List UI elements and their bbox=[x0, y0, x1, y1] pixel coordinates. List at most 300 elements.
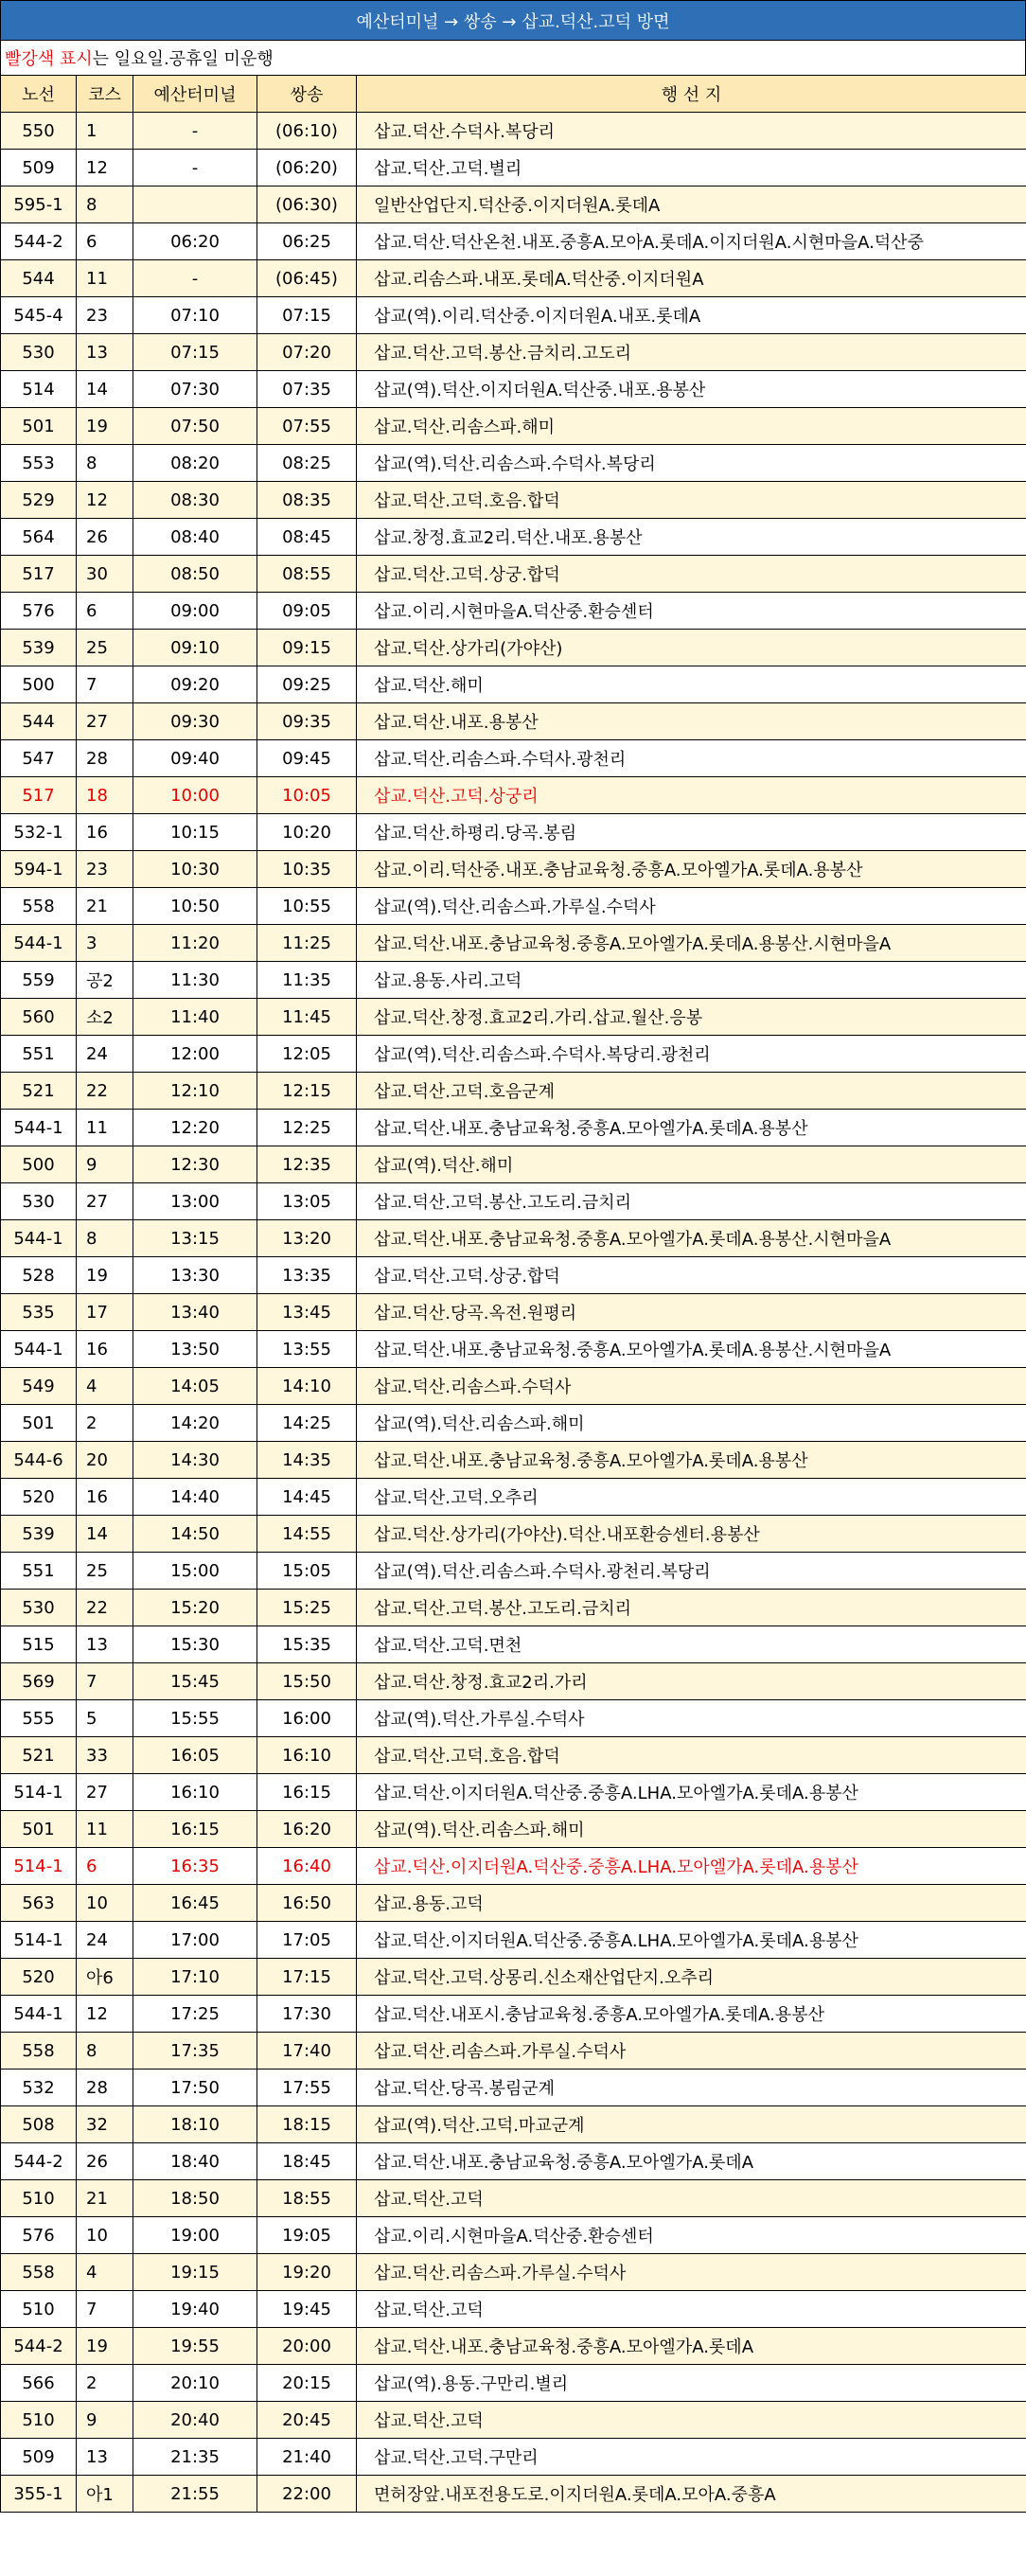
terminal-time-cell: 09:30 bbox=[133, 703, 257, 740]
table-row bbox=[1, 1737, 1026, 1774]
table-row bbox=[1, 1479, 1026, 1516]
course-cell: 9 bbox=[77, 1146, 133, 1183]
terminal-time-cell: 13:30 bbox=[133, 1257, 257, 1294]
course-cell: 19 bbox=[77, 2328, 133, 2365]
terminal-time-cell: 14:20 bbox=[133, 1405, 257, 1442]
course-cell: 27 bbox=[77, 703, 133, 740]
ssangsong-time-cell: 15:50 bbox=[257, 1663, 357, 1700]
route-cell: 501 bbox=[1, 408, 77, 445]
terminal-time-cell: 16:10 bbox=[133, 1774, 257, 1811]
destination-cell: 삽교.덕산.리솜스파.수덕사.광천리 bbox=[357, 740, 1026, 777]
route-cell: 514 bbox=[1, 371, 77, 408]
table-row bbox=[1, 1516, 1026, 1553]
ssangsong-time-cell: 13:20 bbox=[257, 1220, 357, 1257]
table-row bbox=[1, 482, 1026, 519]
terminal-time-cell: 06:20 bbox=[133, 223, 257, 260]
destination-cell: 삽교.이리.덕산중.내포.충남교육청.중흥A.모아엘가A.롯데A.용봉산 bbox=[357, 851, 1026, 888]
route-cell: 501 bbox=[1, 1405, 77, 1442]
table-row bbox=[1, 2476, 1026, 2513]
terminal-time-cell: 15:30 bbox=[133, 1626, 257, 1663]
table-row bbox=[1, 1811, 1026, 1848]
destination-cell: 삽교(역).덕산.리솜스파.수덕사.복당리.광천리 bbox=[357, 1036, 1026, 1073]
destination-cell: 삽교.덕산.해미 bbox=[357, 666, 1026, 703]
route-cell: 553 bbox=[1, 445, 77, 482]
ssangsong-time-cell: 08:25 bbox=[257, 445, 357, 482]
destination-cell: 삽교.덕산.고덕.봉산.고도리.금치리 bbox=[357, 1183, 1026, 1220]
table-row bbox=[1, 1368, 1026, 1405]
route-cell: 532 bbox=[1, 2070, 77, 2106]
course-cell: 28 bbox=[77, 2070, 133, 2106]
route-cell: 544-6 bbox=[1, 1442, 77, 1479]
table-row bbox=[1, 593, 1026, 630]
table-row bbox=[1, 556, 1026, 593]
course-cell: 24 bbox=[77, 1036, 133, 1073]
terminal-time-cell: 12:20 bbox=[133, 1110, 257, 1146]
route-cell: 509 bbox=[1, 2439, 77, 2476]
ssangsong-time-cell: 15:25 bbox=[257, 1590, 357, 1626]
course-cell: 아1 bbox=[77, 2476, 133, 2513]
course-cell: 10 bbox=[77, 1885, 133, 1922]
terminal-time-cell: 07:50 bbox=[133, 408, 257, 445]
ssangsong-time-cell: 22:00 bbox=[257, 2476, 357, 2513]
destination-cell: 삽교.덕산.하평리.당곡.봉림 bbox=[357, 814, 1026, 851]
ssangsong-time-cell: 17:15 bbox=[257, 1959, 357, 1996]
table-row bbox=[1, 1663, 1026, 1700]
table-row bbox=[1, 2033, 1026, 2070]
terminal-time-cell: 11:40 bbox=[133, 999, 257, 1036]
ssangsong-time-cell: 14:10 bbox=[257, 1368, 357, 1405]
ssangsong-time-cell: 18:45 bbox=[257, 2143, 357, 2180]
course-cell: 18 bbox=[77, 777, 133, 814]
column-header-course: 코스 bbox=[77, 76, 133, 113]
route-cell: 550 bbox=[1, 113, 77, 150]
ssangsong-time-cell: 14:35 bbox=[257, 1442, 357, 1479]
ssangsong-time-cell: 19:05 bbox=[257, 2217, 357, 2254]
terminal-time-cell: 17:00 bbox=[133, 1922, 257, 1959]
ssangsong-time-cell: 08:35 bbox=[257, 482, 357, 519]
ssangsong-time-cell: 18:15 bbox=[257, 2106, 357, 2143]
course-cell: 8 bbox=[77, 1220, 133, 1257]
destination-cell: 삽교.덕산.이지더원A.덕산중.중흥A.LHA.모아엘가A.롯데A.용봉산 bbox=[357, 1848, 1026, 1885]
course-cell: 33 bbox=[77, 1737, 133, 1774]
table-row bbox=[1, 777, 1026, 814]
terminal-time-cell: 12:00 bbox=[133, 1036, 257, 1073]
ssangsong-time-cell: 19:45 bbox=[257, 2291, 357, 2328]
table-row bbox=[1, 814, 1026, 851]
route-cell: 576 bbox=[1, 2217, 77, 2254]
course-cell: 25 bbox=[77, 1553, 133, 1590]
ssangsong-time-cell: (06:45) bbox=[257, 260, 357, 297]
route-cell: 544-2 bbox=[1, 2328, 77, 2365]
page-title: 예산터미널 → 쌍송 → 삽교.덕산.고덕 방면 bbox=[0, 0, 1026, 41]
route-cell: 530 bbox=[1, 1590, 77, 1626]
ssangsong-time-cell: 20:15 bbox=[257, 2365, 357, 2402]
destination-cell: 삽교.덕산.내포.용봉산 bbox=[357, 703, 1026, 740]
ssangsong-time-cell: (06:20) bbox=[257, 150, 357, 187]
destination-cell: 삽교.덕산.이지더원A.덕산중.중흥A.LHA.모아엘가A.롯데A.용봉산 bbox=[357, 1922, 1026, 1959]
terminal-time-cell: 17:50 bbox=[133, 2070, 257, 2106]
ssangsong-time-cell: 16:40 bbox=[257, 1848, 357, 1885]
course-cell: 13 bbox=[77, 334, 133, 371]
ssangsong-time-cell: 13:35 bbox=[257, 1257, 357, 1294]
destination-cell: 삽교(역).덕산.리솜스파.해미 bbox=[357, 1405, 1026, 1442]
terminal-time-cell: 21:55 bbox=[133, 2476, 257, 2513]
terminal-time-cell: 15:45 bbox=[133, 1663, 257, 1700]
route-cell: 532-1 bbox=[1, 814, 77, 851]
route-cell: 558 bbox=[1, 888, 77, 925]
table-row bbox=[1, 740, 1026, 777]
ssangsong-time-cell: 20:00 bbox=[257, 2328, 357, 2365]
route-cell: 564 bbox=[1, 519, 77, 556]
course-cell: 8 bbox=[77, 445, 133, 482]
route-cell: 517 bbox=[1, 556, 77, 593]
course-cell: 26 bbox=[77, 2143, 133, 2180]
route-cell: 544-2 bbox=[1, 2143, 77, 2180]
ssangsong-time-cell: 11:35 bbox=[257, 962, 357, 999]
course-cell: 공2 bbox=[77, 962, 133, 999]
course-cell: 11 bbox=[77, 260, 133, 297]
table-row bbox=[1, 223, 1026, 260]
terminal-time-cell: 17:35 bbox=[133, 2033, 257, 2070]
terminal-time-cell: 15:20 bbox=[133, 1590, 257, 1626]
destination-cell: 삽교.덕산.고덕.상궁.합덕 bbox=[357, 556, 1026, 593]
ssangsong-time-cell: (06:30) bbox=[257, 187, 357, 223]
ssangsong-time-cell: 17:30 bbox=[257, 1996, 357, 2033]
route-cell: 566 bbox=[1, 2365, 77, 2402]
terminal-time-cell: 13:40 bbox=[133, 1294, 257, 1331]
table-row bbox=[1, 630, 1026, 666]
table-row bbox=[1, 1626, 1026, 1663]
terminal-time-cell: 18:40 bbox=[133, 2143, 257, 2180]
course-cell: 2 bbox=[77, 1405, 133, 1442]
table-row bbox=[1, 187, 1026, 223]
course-cell: 23 bbox=[77, 297, 133, 334]
route-cell: 510 bbox=[1, 2402, 77, 2439]
table-row bbox=[1, 1553, 1026, 1590]
course-cell: 30 bbox=[77, 556, 133, 593]
destination-cell: 삽교.이리.시현마을A.덕산중.환승센터 bbox=[357, 2217, 1026, 2254]
table-row bbox=[1, 1774, 1026, 1811]
destination-cell: 삽교.덕산.내포.충남교육청.중흥A.모아엘가A.롯데A.용봉산.시현마을A bbox=[357, 1331, 1026, 1368]
route-cell: 539 bbox=[1, 1516, 77, 1553]
ssangsong-time-cell: 07:20 bbox=[257, 334, 357, 371]
course-cell: 19 bbox=[77, 408, 133, 445]
course-cell: 6 bbox=[77, 593, 133, 630]
table-row bbox=[1, 2106, 1026, 2143]
table-row bbox=[1, 2070, 1026, 2106]
route-cell: 560 bbox=[1, 999, 77, 1036]
destination-cell: 삽교.덕산.내포.충남교육청.중흥A.모아엘가A.롯데A.용봉산 bbox=[357, 1110, 1026, 1146]
table-row bbox=[1, 1183, 1026, 1220]
destination-cell: 삽교.덕산.고덕.호음.합덕 bbox=[357, 482, 1026, 519]
ssangsong-time-cell: 19:20 bbox=[257, 2254, 357, 2291]
column-header-destination: 행 선 지 bbox=[357, 76, 1026, 113]
column-header-ssangsong: 쌍송 bbox=[257, 76, 357, 113]
course-cell: 20 bbox=[77, 1442, 133, 1479]
route-cell: 545-4 bbox=[1, 297, 77, 334]
table-row bbox=[1, 2439, 1026, 2476]
terminal-time-cell: 16:05 bbox=[133, 1737, 257, 1774]
ssangsong-time-cell: 13:05 bbox=[257, 1183, 357, 1220]
table-row bbox=[1, 445, 1026, 482]
table-row bbox=[1, 2365, 1026, 2402]
ssangsong-time-cell: 15:05 bbox=[257, 1553, 357, 1590]
course-cell: 8 bbox=[77, 2033, 133, 2070]
table-row bbox=[1, 1590, 1026, 1626]
route-cell: 544-1 bbox=[1, 1110, 77, 1146]
ssangsong-time-cell: 16:10 bbox=[257, 1737, 357, 1774]
ssangsong-time-cell: 10:55 bbox=[257, 888, 357, 925]
course-cell: 11 bbox=[77, 1110, 133, 1146]
course-cell: 16 bbox=[77, 1479, 133, 1516]
destination-cell: 삽교.덕산.고덕 bbox=[357, 2291, 1026, 2328]
terminal-time-cell: 19:40 bbox=[133, 2291, 257, 2328]
destination-cell: 삽교.덕산.당곡.옥전.원평리 bbox=[357, 1294, 1026, 1331]
terminal-time-cell: 12:30 bbox=[133, 1146, 257, 1183]
route-cell: 500 bbox=[1, 666, 77, 703]
destination-cell: 삽교(역).덕산.가루실.수덕사 bbox=[357, 1700, 1026, 1737]
terminal-time-cell: 08:20 bbox=[133, 445, 257, 482]
destination-cell: 삽교.덕산.수덕사.복당리 bbox=[357, 113, 1026, 150]
notice-rest: 는 일요일.공휴일 미운행 bbox=[92, 49, 274, 69]
route-cell: 535 bbox=[1, 1294, 77, 1331]
ssangsong-time-cell: 13:45 bbox=[257, 1294, 357, 1331]
table-row bbox=[1, 2143, 1026, 2180]
ssangsong-time-cell: 11:25 bbox=[257, 925, 357, 962]
ssangsong-time-cell: 10:35 bbox=[257, 851, 357, 888]
course-cell: 8 bbox=[77, 187, 133, 223]
destination-cell: 삽교.덕산.고덕 bbox=[357, 2402, 1026, 2439]
course-cell: 21 bbox=[77, 2180, 133, 2217]
destination-cell: 삽교.덕산.창정.효교2리.가리 bbox=[357, 1663, 1026, 1700]
destination-cell: 일반산업단지.덕산중.이지더원A.롯데A bbox=[357, 187, 1026, 223]
route-cell: 544 bbox=[1, 260, 77, 297]
course-cell: 7 bbox=[77, 2291, 133, 2328]
course-cell: 24 bbox=[77, 1922, 133, 1959]
ssangsong-time-cell: 14:45 bbox=[257, 1479, 357, 1516]
ssangsong-time-cell: 21:40 bbox=[257, 2439, 357, 2476]
route-cell: 549 bbox=[1, 1368, 77, 1405]
table-row bbox=[1, 1146, 1026, 1183]
course-cell: 22 bbox=[77, 1073, 133, 1110]
table-row bbox=[1, 371, 1026, 408]
destination-cell: 삽교.덕산.고덕.오추리 bbox=[357, 1479, 1026, 1516]
destination-cell: 삽교.덕산.고덕.호음.합덕 bbox=[357, 1737, 1026, 1774]
destination-cell: 삽교.덕산.내포.충남교육청.중흥A.모아엘가A.롯데A bbox=[357, 2143, 1026, 2180]
ssangsong-time-cell: 07:15 bbox=[257, 297, 357, 334]
course-cell: 7 bbox=[77, 1663, 133, 1700]
terminal-time-cell: 11:20 bbox=[133, 925, 257, 962]
destination-cell: 삽교.덕산.상가리(가야산).덕산.내포환승센터.용봉산 bbox=[357, 1516, 1026, 1553]
terminal-time-cell: 12:10 bbox=[133, 1073, 257, 1110]
terminal-time-cell: 07:30 bbox=[133, 371, 257, 408]
table-row bbox=[1, 150, 1026, 187]
destination-cell: 삽교.덕산.내포.충남교육청.중흥A.모아엘가A.롯데A.용봉산 bbox=[357, 1442, 1026, 1479]
course-cell: 소2 bbox=[77, 999, 133, 1036]
destination-cell: 삽교.덕산.고덕.봉산.고도리.금치리 bbox=[357, 1590, 1026, 1626]
course-cell: 12 bbox=[77, 1996, 133, 2033]
terminal-time-cell: 16:35 bbox=[133, 1848, 257, 1885]
destination-cell: 삽교.덕산.고덕.면천 bbox=[357, 1626, 1026, 1663]
terminal-time-cell: 09:00 bbox=[133, 593, 257, 630]
course-cell: 7 bbox=[77, 666, 133, 703]
ssangsong-time-cell: 09:35 bbox=[257, 703, 357, 740]
route-cell: 558 bbox=[1, 2033, 77, 2070]
table-row bbox=[1, 519, 1026, 556]
route-cell: 521 bbox=[1, 1073, 77, 1110]
course-cell: 아6 bbox=[77, 1959, 133, 1996]
ssangsong-time-cell: 16:50 bbox=[257, 1885, 357, 1922]
terminal-time-cell: 19:00 bbox=[133, 2217, 257, 2254]
route-cell: 500 bbox=[1, 1146, 77, 1183]
table-row bbox=[1, 2254, 1026, 2291]
terminal-time-cell: 10:50 bbox=[133, 888, 257, 925]
terminal-time-cell: 11:30 bbox=[133, 962, 257, 999]
course-cell: 16 bbox=[77, 1331, 133, 1368]
route-cell: 355-1 bbox=[1, 2476, 77, 2513]
terminal-time-cell: 20:40 bbox=[133, 2402, 257, 2439]
ssangsong-time-cell: 11:45 bbox=[257, 999, 357, 1036]
route-cell: 508 bbox=[1, 2106, 77, 2143]
destination-cell: 삽교(역).덕산.리솜스파.수덕사.광천리.복당리 bbox=[357, 1553, 1026, 1590]
ssangsong-time-cell: 12:25 bbox=[257, 1110, 357, 1146]
destination-cell: 삽교(역).덕산.해미 bbox=[357, 1146, 1026, 1183]
route-cell: 520 bbox=[1, 1479, 77, 1516]
ssangsong-time-cell: 07:35 bbox=[257, 371, 357, 408]
course-cell: 27 bbox=[77, 1183, 133, 1220]
course-cell: 16 bbox=[77, 814, 133, 851]
ssangsong-time-cell: 09:05 bbox=[257, 593, 357, 630]
route-cell: 515 bbox=[1, 1626, 77, 1663]
course-cell: 17 bbox=[77, 1294, 133, 1331]
terminal-time-cell: 16:45 bbox=[133, 1885, 257, 1922]
course-cell: 14 bbox=[77, 1516, 133, 1553]
destination-cell: 삽교.덕산.고덕.상궁리 bbox=[357, 777, 1026, 814]
course-cell: 28 bbox=[77, 740, 133, 777]
terminal-time-cell: 18:10 bbox=[133, 2106, 257, 2143]
course-cell: 9 bbox=[77, 2402, 133, 2439]
terminal-time-cell: 20:10 bbox=[133, 2365, 257, 2402]
route-cell: 509 bbox=[1, 150, 77, 187]
destination-cell: 삽교.덕산.고덕.구만리 bbox=[357, 2439, 1026, 2476]
terminal-time-cell: 13:15 bbox=[133, 1220, 257, 1257]
course-cell: 13 bbox=[77, 1626, 133, 1663]
column-header-route: 노선 bbox=[1, 76, 77, 113]
course-cell: 4 bbox=[77, 1368, 133, 1405]
table-row bbox=[1, 1922, 1026, 1959]
ssangsong-time-cell: 09:25 bbox=[257, 666, 357, 703]
route-cell: 530 bbox=[1, 1183, 77, 1220]
destination-cell: 삽교(역).용동.구만리.별리 bbox=[357, 2365, 1026, 2402]
course-cell: 12 bbox=[77, 482, 133, 519]
route-cell: 576 bbox=[1, 593, 77, 630]
terminal-time-cell: 21:35 bbox=[133, 2439, 257, 2476]
table-row bbox=[1, 297, 1026, 334]
table-header-row bbox=[1, 76, 1026, 113]
route-cell: 510 bbox=[1, 2291, 77, 2328]
table-row bbox=[1, 2217, 1026, 2254]
ssangsong-time-cell: 07:55 bbox=[257, 408, 357, 445]
table-row bbox=[1, 1073, 1026, 1110]
terminal-time-cell: 07:10 bbox=[133, 297, 257, 334]
destination-cell: 삽교(역).덕산.고덕.마교군계 bbox=[357, 2106, 1026, 2143]
destination-cell: 삽교(역).덕산.리솜스파.해미 bbox=[357, 1811, 1026, 1848]
route-cell: 521 bbox=[1, 1737, 77, 1774]
route-cell: 544-1 bbox=[1, 1331, 77, 1368]
terminal-time-cell: 19:55 bbox=[133, 2328, 257, 2365]
terminal-time-cell: 09:10 bbox=[133, 630, 257, 666]
table-row bbox=[1, 1848, 1026, 1885]
terminal-time-cell: 14:05 bbox=[133, 1368, 257, 1405]
table-row bbox=[1, 1885, 1026, 1922]
course-cell: 11 bbox=[77, 1811, 133, 1848]
terminal-time-cell: 07:15 bbox=[133, 334, 257, 371]
terminal-time-cell: 08:30 bbox=[133, 482, 257, 519]
course-cell: 2 bbox=[77, 2365, 133, 2402]
destination-cell: 삽교(역).덕산.리솜스파.가루실.수덕사 bbox=[357, 888, 1026, 925]
terminal-time-cell: 14:30 bbox=[133, 1442, 257, 1479]
destination-cell: 삽교.덕산.내포시.충남교육청.중흥A.모아엘가A.롯데A.용봉산 bbox=[357, 1996, 1026, 2033]
destination-cell: 삽교.덕산.내포.충남교육청.중흥A.모아엘가A.롯데A bbox=[357, 2328, 1026, 2365]
route-cell: 528 bbox=[1, 1257, 77, 1294]
destination-cell: 삽교.덕산.리솜스파.가루실.수덕사 bbox=[357, 2033, 1026, 2070]
terminal-time-cell: 10:15 bbox=[133, 814, 257, 851]
course-cell: 19 bbox=[77, 1257, 133, 1294]
table-row bbox=[1, 260, 1026, 297]
ssangsong-time-cell: 16:15 bbox=[257, 1774, 357, 1811]
ssangsong-time-cell: 09:45 bbox=[257, 740, 357, 777]
route-cell: 559 bbox=[1, 962, 77, 999]
destination-cell: 삽교.용동.고덕 bbox=[357, 1885, 1026, 1922]
ssangsong-time-cell: 08:55 bbox=[257, 556, 357, 593]
ssangsong-time-cell: 09:15 bbox=[257, 630, 357, 666]
ssangsong-time-cell: 06:25 bbox=[257, 223, 357, 260]
destination-cell: 삽교.덕산.내포.충남교육청.중흥A.모아엘가A.롯데A.용봉산.시현마을A bbox=[357, 1220, 1026, 1257]
destination-cell: 삽교(역).덕산.리솜스파.수덕사.복당리 bbox=[357, 445, 1026, 482]
terminal-time-cell: 09:20 bbox=[133, 666, 257, 703]
schedule-body bbox=[1, 113, 1026, 2513]
destination-cell: 삽교.덕산.고덕.호음군계 bbox=[357, 1073, 1026, 1110]
ssangsong-time-cell: 18:55 bbox=[257, 2180, 357, 2217]
course-cell: 23 bbox=[77, 851, 133, 888]
ssangsong-time-cell: 10:20 bbox=[257, 814, 357, 851]
terminal-time-cell: 13:00 bbox=[133, 1183, 257, 1220]
route-cell: 520 bbox=[1, 1959, 77, 1996]
table-row bbox=[1, 1442, 1026, 1479]
table-row bbox=[1, 666, 1026, 703]
course-cell: 14 bbox=[77, 371, 133, 408]
destination-cell: 삽교.덕산.리솜스파.수덕사 bbox=[357, 1368, 1026, 1405]
table-row bbox=[1, 999, 1026, 1036]
terminal-time-cell: 14:50 bbox=[133, 1516, 257, 1553]
destination-cell: 삽교.덕산.당곡.봉림군계 bbox=[357, 2070, 1026, 2106]
course-cell: 10 bbox=[77, 2217, 133, 2254]
terminal-time-cell: 13:50 bbox=[133, 1331, 257, 1368]
ssangsong-time-cell: 14:25 bbox=[257, 1405, 357, 1442]
terminal-time-cell: 09:40 bbox=[133, 740, 257, 777]
route-cell: 501 bbox=[1, 1811, 77, 1848]
table-row bbox=[1, 925, 1026, 962]
route-cell: 555 bbox=[1, 1700, 77, 1737]
route-cell: 595-1 bbox=[1, 187, 77, 223]
terminal-time-cell: 17:10 bbox=[133, 1959, 257, 1996]
terminal-time-cell bbox=[133, 187, 257, 223]
ssangsong-time-cell: 13:55 bbox=[257, 1331, 357, 1368]
terminal-time-cell: 16:15 bbox=[133, 1811, 257, 1848]
destination-cell: 삽교.덕산.리솜스파.가루실.수덕사 bbox=[357, 2254, 1026, 2291]
ssangsong-time-cell: 12:05 bbox=[257, 1036, 357, 1073]
route-cell: 544-2 bbox=[1, 223, 77, 260]
